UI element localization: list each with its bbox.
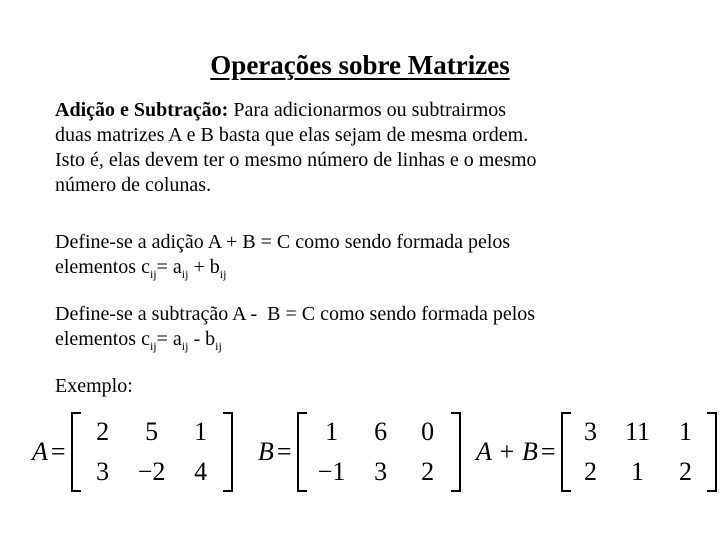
subtraction-op: - b [188,328,216,350]
equals-sign: = [540,437,556,466]
matrix-cell: −1 [317,457,346,486]
intro-line-1 [55,98,655,123]
subscript-c: ij [149,267,157,281]
addition-line-1: Define-se a adição A + B = C como sendo formada pelos [55,231,511,253]
matrix-cell: 1 [194,417,208,446]
addition-op: + b [188,256,220,278]
matrix-cell: 1 [679,417,693,446]
addition-eq: = a [156,256,182,278]
matrix-cell: 0 [421,417,435,446]
matrix-cell: 2 [421,457,435,486]
addition-prefix: elementos c [55,256,150,278]
matrix-cell: 1 [325,417,339,446]
intro-line-1-text: Para adicionarmos ou subtrairmos [228,99,507,121]
subscript-b: ij [215,339,222,353]
matrix-a-label: A [32,437,48,466]
subtraction-definition [55,302,655,352]
addition-line-2 [55,255,655,280]
page-title: Operações sobre Matrizes [210,50,510,80]
intro-label: Adição e Subtração: [55,99,229,121]
subscript-a: ij [181,267,189,281]
intro-line-3: Isto é, elas devem ter o mesmo número de linhas e o mesmo [55,149,537,171]
equals-sign: = [50,437,66,466]
matrix-cell: 1 [631,457,645,486]
intro-line-2: duas matrizes A e B basta que elas sejam de mesma ordem. [55,124,529,146]
intro-line-4: número de colunas. [55,174,212,196]
matrix-b-label: B [258,437,274,466]
matrix-cell: 3 [374,457,388,486]
subtraction-line-2 [55,327,655,352]
subscript-a: ij [181,339,189,353]
matrix-cell: 2 [584,457,598,486]
subtraction-line-1: Define-se a subtração A - B = C como sendo formada pelos [55,303,536,325]
matrix-cell: 3 [584,417,598,446]
matrix-cell: 2 [679,457,693,486]
addition-definition [55,230,655,280]
subscript-c: ij [149,339,157,353]
matrix-cell: 3 [96,457,110,486]
subtraction-eq: = a [156,328,182,350]
matrix-b [297,412,461,492]
matrix-cell: 5 [145,417,159,446]
example-label: Exemplo: [55,375,133,397]
matrix-cell: −2 [137,457,166,486]
matrix-sum-equation [476,412,717,492]
matrix-sum-label: A + B [476,437,538,466]
intro-paragraph [55,98,655,198]
matrix-cell: 11 [624,417,651,446]
matrix-cell: 4 [194,457,208,486]
matrix-cell: 2 [96,417,110,446]
subscript-b: ij [219,267,227,281]
matrix-a-equation [32,412,233,492]
matrix-sum [561,412,717,492]
matrix-cell: 6 [374,417,388,446]
equals-sign: = [276,437,292,466]
subtraction-prefix: elementos c [55,328,150,350]
matrix-b-equation [258,412,461,492]
matrix-a [71,412,233,492]
